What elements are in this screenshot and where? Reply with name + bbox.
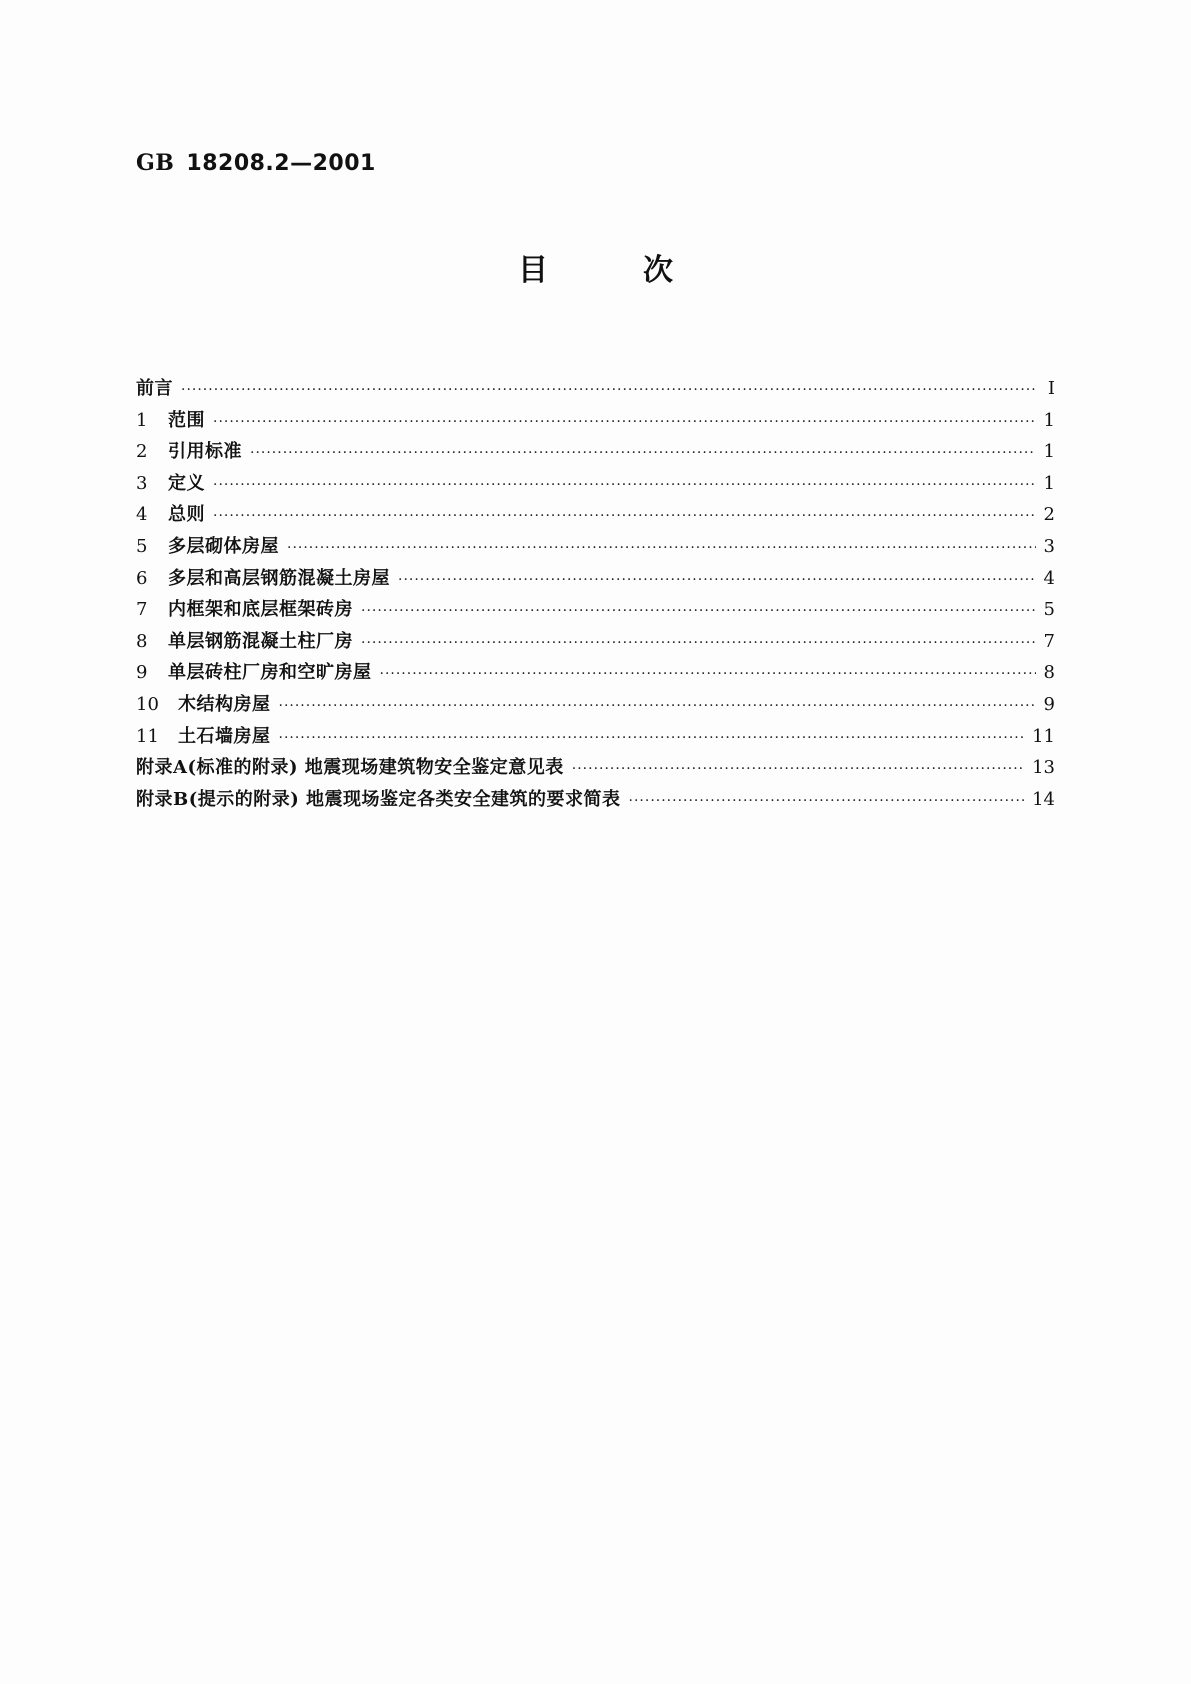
toc-entry-label: 附录B(提示的附录) 地震现场鉴定各类安全建筑的要求简表	[136, 788, 621, 810]
toc-section-number: 4	[136, 504, 148, 526]
toc-entry-label: 多层砌体房屋	[168, 535, 279, 557]
toc-entry-label: 单层钢筋混凝土柱厂房	[168, 630, 353, 652]
title-char-2: 次	[643, 253, 673, 288]
toc-entry-label: 前言	[136, 378, 173, 399]
toc-page-number: 7	[1043, 630, 1055, 652]
toc-entry-6[interactable]	[136, 563, 1055, 595]
toc-page-number: 8	[1043, 662, 1055, 684]
standard-code	[136, 150, 376, 176]
toc-section-number: 8	[136, 630, 148, 652]
toc-section-number: 10	[136, 693, 159, 715]
toc-entry-label: 定义	[168, 472, 205, 494]
toc-entry-appendix-a[interactable]	[136, 752, 1055, 784]
toc-section-number: 3	[136, 472, 148, 494]
toc-entry-4[interactable]	[136, 499, 1055, 531]
toc-entry-label: 木结构房屋	[178, 693, 271, 715]
toc-page-number: I	[1047, 378, 1055, 399]
standard-prefix: GB	[136, 150, 175, 176]
toc-dot-leader	[572, 754, 1024, 786]
toc-page-number: 1	[1043, 409, 1055, 431]
toc-entry-label: 总则	[168, 504, 205, 526]
toc-dot-leader	[181, 375, 1037, 407]
toc-page-number: 5	[1043, 599, 1055, 621]
toc-dot-leader	[361, 596, 1036, 628]
table-of-contents	[136, 373, 1055, 815]
toc-dot-leader	[361, 628, 1036, 660]
toc-section-number: 7	[136, 599, 148, 621]
page-title	[0, 245, 1191, 289]
toc-section-number: 5	[136, 535, 148, 557]
title-char-1: 目	[518, 253, 548, 288]
toc-dot-leader	[213, 470, 1036, 502]
toc-page-number: 1	[1043, 472, 1055, 494]
toc-entry-label: 土石墙房屋	[178, 725, 271, 747]
toc-page-number: 4	[1043, 567, 1055, 589]
toc-page-number: 2	[1043, 504, 1055, 526]
toc-entry-8[interactable]	[136, 626, 1055, 658]
standard-number: 18208.2—2001	[186, 151, 376, 176]
toc-section-number: 1	[136, 409, 148, 431]
toc-dot-leader	[213, 407, 1036, 439]
toc-section-number: 2	[136, 441, 148, 463]
toc-page-number: 9	[1043, 693, 1055, 715]
toc-entry-2[interactable]	[136, 436, 1055, 468]
toc-page-number: 3	[1043, 535, 1055, 557]
toc-section-number: 9	[136, 662, 148, 684]
toc-dot-leader	[213, 501, 1036, 533]
toc-entry-label: 单层砖柱厂房和空旷房屋	[168, 662, 372, 684]
toc-dot-leader	[380, 659, 1036, 691]
toc-entry-7[interactable]	[136, 594, 1055, 626]
toc-dot-leader	[250, 438, 1036, 470]
toc-entry-11[interactable]	[136, 721, 1055, 753]
toc-entry-label: 引用标准	[168, 441, 242, 463]
toc-dot-leader	[287, 533, 1036, 565]
toc-page-number: 1	[1043, 441, 1055, 463]
toc-page-number: 11	[1032, 725, 1055, 747]
toc-section-number: 6	[136, 567, 148, 589]
toc-entry-3[interactable]	[136, 468, 1055, 500]
toc-dot-leader	[398, 565, 1036, 597]
toc-dot-leader	[629, 786, 1025, 818]
toc-dot-leader	[279, 723, 1025, 755]
toc-entry-label: 多层和高层钢筋混凝土房屋	[168, 567, 390, 589]
toc-page-number: 13	[1032, 757, 1055, 779]
toc-dot-leader	[279, 691, 1036, 723]
toc-entry-10[interactable]	[136, 689, 1055, 721]
toc-entry-5[interactable]	[136, 531, 1055, 563]
toc-entry-label: 附录A(标准的附录) 地震现场建筑物安全鉴定意见表	[136, 757, 564, 779]
toc-entry-label: 范围	[168, 409, 205, 431]
toc-section-number: 11	[136, 725, 159, 747]
toc-entry-label: 内框架和底层框架砖房	[168, 599, 353, 621]
toc-entry-appendix-b[interactable]	[136, 784, 1055, 816]
toc-entry-9[interactable]	[136, 657, 1055, 689]
toc-entry-1[interactable]	[136, 405, 1055, 437]
toc-page-number: 14	[1032, 788, 1055, 810]
toc-entry-foreword[interactable]	[136, 373, 1055, 405]
